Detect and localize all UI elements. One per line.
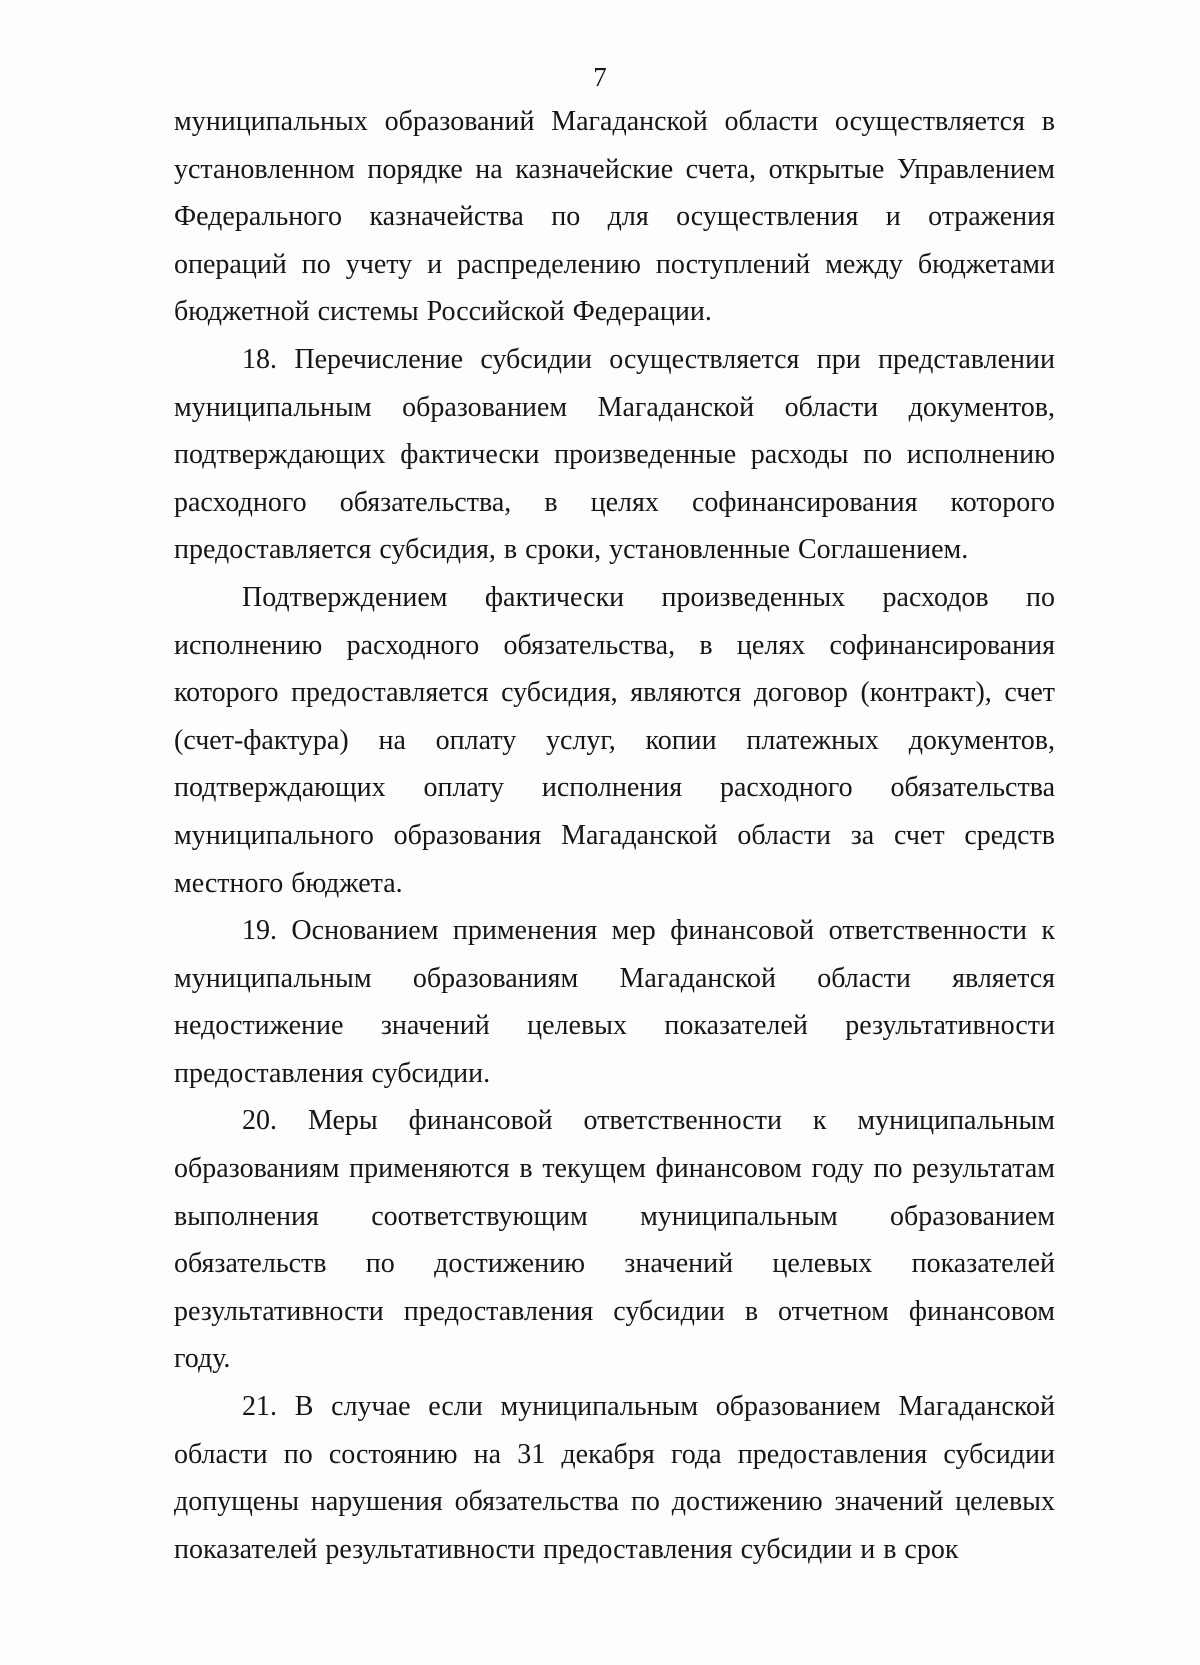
paragraph-21: 21. В случае если муниципальным образованием Магаданской области по состоянию на 31 декабря года предоставления субсидии допущены нарушения обязательства по достижению значений целевых показателей результативности предоставления субсидии и в срок — [174, 1391, 1055, 1565]
paragraph-continuation: муниципальных образований Магаданской области осуществляется в установленном порядке на казначейские счета, открытые Управлением Федерального казначейства по для осуществления и отражения операций по учету и распределению поступлений между бюджетами бюджетной системы Российской Федерации. — [174, 106, 1055, 328]
document-body — [174, 98, 1055, 1573]
paragraph-confirmation: Подтверждением фактически произведенных расходов по исполнению расходного обязательства, в целях софинансирования которого предоставляется субсидия, являются договор (контракт), счет (счет-фактура) на оплату услуг, копии платежных документов, подтверждающих оплату исполнения расходного обязательства муниципального образования Магаданской области за счет средств местного бюджета. — [174, 581, 1055, 899]
paragraph-19: 19. Основанием применения мер финансовой ответственности к муниципальным образованиям Магаданской области является недостижение значений целевых показателей результативности предоставления субсидии. — [174, 915, 1055, 1089]
page-number: 7 — [593, 62, 607, 92]
paragraph-20: 20. Меры финансовой ответственности к муниципальным образованиям применяются в текущем финансовом году по результатам выполнения соответствующим муниципальным образованием обязательств по достижению значений целевых показателей результативности предоставления субсидии в отчетном финансовом году. — [174, 1105, 1055, 1375]
paragraph-18: 18. Перечисление субсидии осуществляется при представлении муниципальным образованием Магаданской области документов, подтверждающих фактически произведенные расходы по исполнению расходного обязательства, в целях софинансирования которого предоставляется субсидия, в сроки, установленные Соглашением. — [174, 343, 1055, 566]
